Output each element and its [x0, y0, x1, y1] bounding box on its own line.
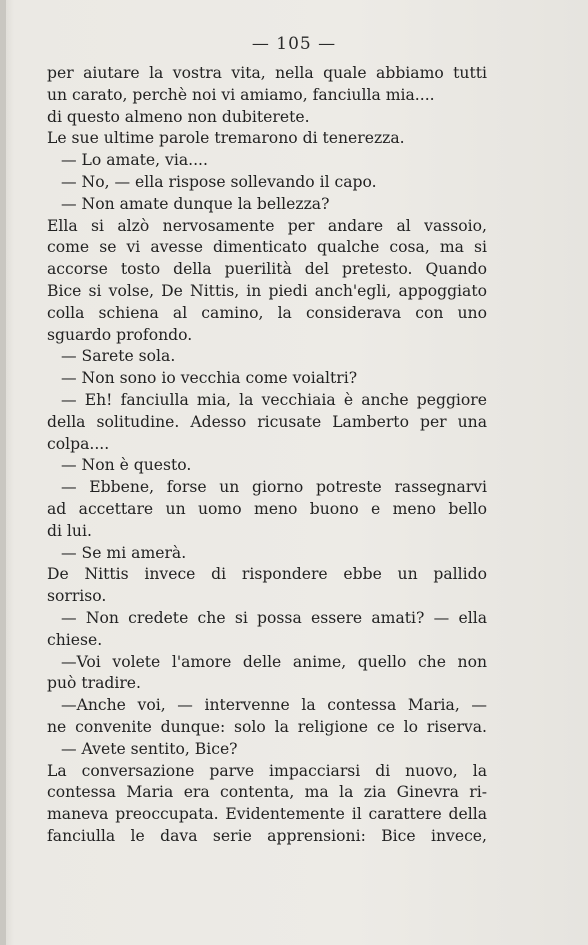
text-line: — Sarete sola. [61, 347, 176, 366]
body-text [47, 63, 487, 848]
page-binding-edge [0, 0, 6, 945]
text-line: può tradire. [47, 674, 141, 693]
text-line: sorriso. [47, 587, 107, 606]
text-line: — Non sono io vecchia come voialtri? [61, 369, 358, 388]
text-line: contessa Maria era contenta, ma la zia Ginevra ri- [47, 783, 487, 802]
text-line: di questo almeno non dubiterete. [47, 107, 310, 126]
text-line: chiese. [47, 630, 103, 649]
text-line: sguardo profondo. [47, 325, 193, 344]
text-line: — Ebbene, forse un giorno potreste rassegnarvi [61, 478, 487, 497]
text-line: — Lo amate, via.... [61, 151, 208, 170]
text-line: — No, — ella rispose sollevando il capo. [61, 172, 377, 191]
text-line: La conversazione parve impacciarsi di nuovo, la [47, 761, 487, 780]
text-line: De Nittis invece di rispondere ebbe un pallido [47, 565, 487, 584]
text-line: Le sue ultime parole tremarono di tenerezza. [47, 129, 405, 148]
text-line: della solitudine. Adesso ricusate Lamberto per una [47, 412, 487, 431]
text-line: — Non amate dunque la bellezza? [61, 194, 330, 213]
text-line: accorse tosto della puerilità del pretesto. Quando [47, 260, 487, 279]
text-line: ne convenite dunque: solo la religione ce lo riserva. [47, 717, 487, 736]
text-line: fanciulla le dava serie apprensioni: Bice invece, [47, 826, 487, 845]
text-line: di lui. [47, 521, 92, 540]
text-line: per aiutare la vostra vita, nella quale abbiamo tutti [47, 64, 487, 82]
text-line: come se vi avesse dimenticato qualche cosa, ma si [47, 238, 487, 257]
text-line: Bice si volse, De Nittis, in piedi anch'egli, appoggiato [47, 281, 487, 300]
text-line: —Voi volete l'amore delle anime, quello che non [61, 652, 487, 671]
text-line: colla schiena al camino, la considerava con uno [47, 303, 487, 322]
text-line: — Eh! fanciulla mia, la vecchiaia è anche peggiore [61, 390, 487, 409]
text-line: — Se mi amerà. [61, 543, 187, 562]
text-line: Ella si alzò nervosamente per andare al vassoio, [47, 216, 487, 235]
text-line: ad accettare un uomo meno buono e meno bello [47, 499, 487, 518]
text-line: —Anche voi, — intervenne la contessa Maria, — [61, 696, 487, 715]
text-line: un carato, perchè noi vi amiamo, fanciulla mia.... [47, 85, 435, 104]
text-line: — Non è questo. [61, 456, 192, 475]
page-number: — 105 — [251, 34, 337, 54]
text-line: maneva preoccupata. Evidentemente il carattere della [47, 805, 487, 824]
text-line: colpa.... [47, 434, 110, 453]
text-line: — Avete sentito, Bice? [61, 739, 238, 758]
text-line: — Non credete che si possa essere amati? — ella [61, 608, 487, 627]
